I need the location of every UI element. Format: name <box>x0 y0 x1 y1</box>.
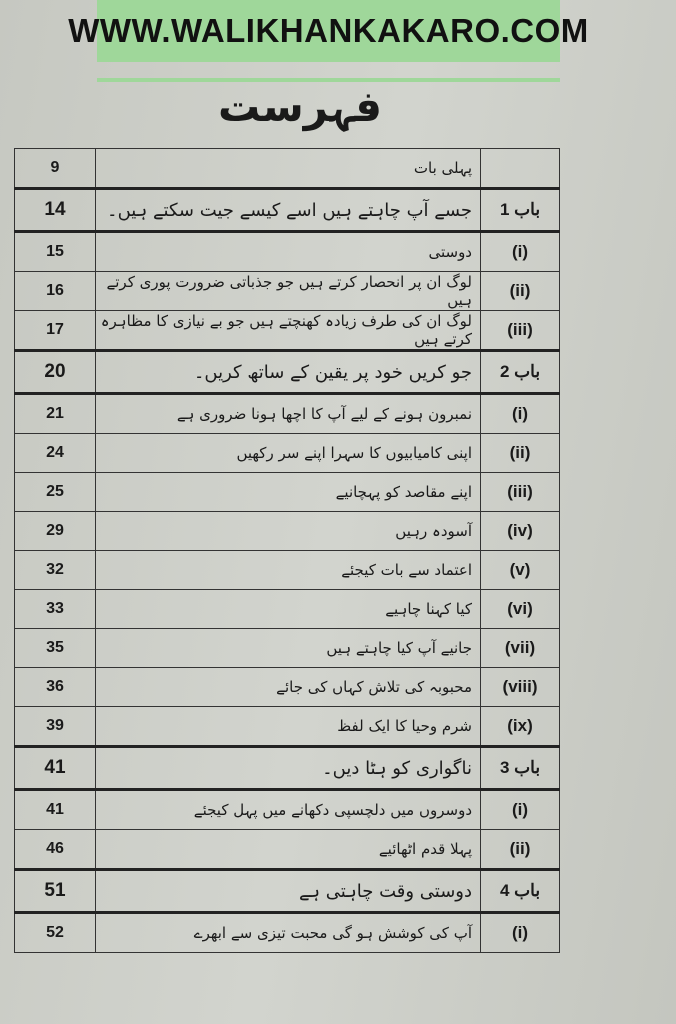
section-row <box>15 473 560 512</box>
entry-title: پہلی بات <box>96 149 481 189</box>
section-row <box>15 434 560 473</box>
page-number: 25 <box>15 473 96 512</box>
entry-label: (viii) <box>481 668 560 707</box>
entry-title: نمبرون ہونے کے لیے آپ کا اچھا ہونا ضروری ہے <box>96 394 481 434</box>
entry-label: باب 1 <box>481 189 560 232</box>
page-number: 20 <box>15 351 96 394</box>
entry-label: (ii) <box>481 272 560 311</box>
page-number: 41 <box>15 790 96 830</box>
page-number: 46 <box>15 830 96 870</box>
chapter-row <box>15 189 560 232</box>
entry-title: جانیے آپ کیا چاہتے ہیں <box>96 629 481 668</box>
section-row <box>15 311 560 351</box>
entry-label: (ii) <box>481 830 560 870</box>
page-number: 17 <box>15 311 96 351</box>
entry-title: دوستی <box>96 232 481 272</box>
entry-title: شرم وحیا کا ایک لفظ <box>96 707 481 747</box>
page-number: 33 <box>15 590 96 629</box>
entry-title: لوگ ان کی طرف زیادہ کھنچتے ہیں جو بے نیازی کا مظاہرہ کرتے ہیں <box>96 311 481 351</box>
contents-table <box>14 148 560 953</box>
page-number: 39 <box>15 707 96 747</box>
entry-label: (i) <box>481 913 560 953</box>
section-row <box>15 668 560 707</box>
entry-label: (iv) <box>481 512 560 551</box>
section-row <box>15 830 560 870</box>
chapter-row <box>15 870 560 913</box>
entry-title: محبوبہ کی تلاش کہاں کی جائے <box>96 668 481 707</box>
chapter-row <box>15 747 560 790</box>
entry-label: (iii) <box>481 473 560 512</box>
entry-title: جو کریں خود پر یقین کے ساتھ کریں۔ <box>96 351 481 394</box>
entry-label: باب 2 <box>481 351 560 394</box>
section-row <box>15 551 560 590</box>
page-number: 16 <box>15 272 96 311</box>
entry-title: دوسروں میں دلچسپی دکھانے میں پہل کیجئے <box>96 790 481 830</box>
section-row <box>15 512 560 551</box>
entry-label: (ii) <box>481 434 560 473</box>
page-number: 52 <box>15 913 96 953</box>
page-number: 29 <box>15 512 96 551</box>
entry-title: اپنے مقاصد کو پہچانیے <box>96 473 481 512</box>
entry-label: (vi) <box>481 590 560 629</box>
entry-label: (ix) <box>481 707 560 747</box>
entry-title: اپنی کامیابیوں کا سہرا اپنے سر رکھیں <box>96 434 481 473</box>
entry-title: آسودہ رہیں <box>96 512 481 551</box>
entry-title: لوگ ان پر انحصار کرتے ہیں جو جذباتی ضرورت پوری کرتے ہیں <box>96 272 481 311</box>
page-title: فہرست <box>217 82 382 131</box>
entry-label: (v) <box>481 551 560 590</box>
section-row <box>15 149 560 189</box>
entry-title: کیا کہنا چاہیے <box>96 590 481 629</box>
page-number: 36 <box>15 668 96 707</box>
section-row <box>15 629 560 668</box>
section-row <box>15 272 560 311</box>
section-row <box>15 590 560 629</box>
page-number: 15 <box>15 232 96 272</box>
section-row <box>15 232 560 272</box>
section-row <box>15 394 560 434</box>
page-number: 9 <box>15 149 96 189</box>
entry-label: (i) <box>481 394 560 434</box>
entry-label: (i) <box>481 790 560 830</box>
entry-title: دوستی وقت چاہتی ہے <box>96 870 481 913</box>
entry-label: باب 4 <box>481 870 560 913</box>
entry-label: (i) <box>481 232 560 272</box>
entry-title: آپ کی کوشش ہو گی محبت تیزی سے ابھرے <box>96 913 481 953</box>
entry-title: ناگواری کو ہٹا دیں۔ <box>96 747 481 790</box>
section-row <box>15 790 560 830</box>
page-number: 32 <box>15 551 96 590</box>
entry-title: جسے آپ چاہتے ہیں اسے کیسے جیت سکتے ہیں۔ <box>96 189 481 232</box>
website-url: WWW.WALIKHANKAKARO.COM <box>68 12 589 49</box>
page-number: 21 <box>15 394 96 434</box>
page-number: 35 <box>15 629 96 668</box>
website-banner <box>68 0 589 62</box>
page-number: 14 <box>15 189 96 232</box>
entry-label: (vii) <box>481 629 560 668</box>
page-number: 51 <box>15 870 96 913</box>
entry-title: اعتماد سے بات کیجئے <box>96 551 481 590</box>
page-number: 41 <box>15 747 96 790</box>
chapter-row <box>15 351 560 394</box>
entry-label: باب 3 <box>481 747 560 790</box>
entry-title: پہلا قدم اٹھائیے <box>96 830 481 870</box>
section-row <box>15 707 560 747</box>
section-row <box>15 913 560 953</box>
entry-label <box>481 149 560 189</box>
page-number: 24 <box>15 434 96 473</box>
entry-label: (iii) <box>481 311 560 351</box>
